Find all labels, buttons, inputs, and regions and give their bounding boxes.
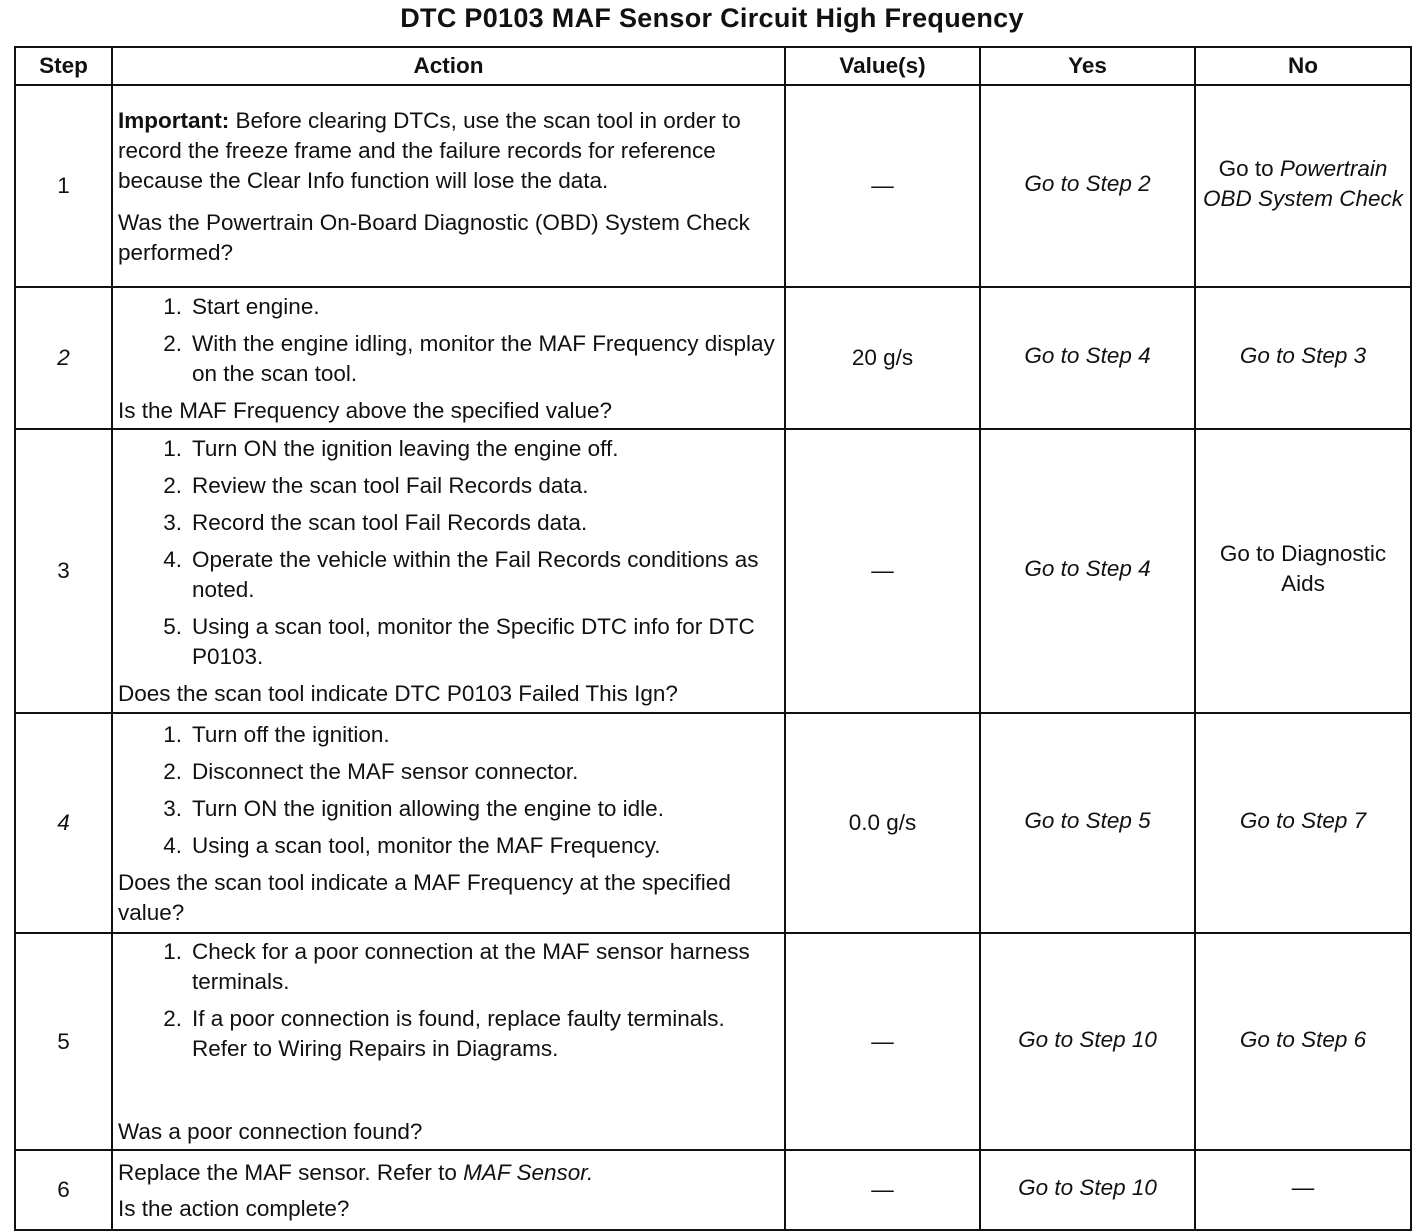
no-cell: Go to Step 3 xyxy=(1195,287,1411,429)
header-values: Value(s) xyxy=(785,47,980,85)
action-step: 3. Turn ON the ignition allowing the engine to idle. xyxy=(163,795,664,821)
table-row xyxy=(15,85,1411,287)
step-number: 2 xyxy=(15,287,112,429)
action-cell xyxy=(112,287,785,429)
yes-cell: Go to Step 10 xyxy=(980,1150,1195,1230)
action-step: 1. Start engine. xyxy=(163,293,320,319)
value-cell: — xyxy=(785,85,980,287)
header-action: Action xyxy=(112,47,785,85)
action-question: Does the scan tool indicate DTC P0103 Failed This Ign? xyxy=(118,681,678,706)
action-cell xyxy=(112,85,785,287)
action-reference: MAF Sensor. xyxy=(463,1159,594,1185)
action-step: 2. With the engine idling, monitor the MAF Frequency display on the scan tool. xyxy=(163,330,775,386)
action-step: 2. If a poor connection is found, replace faulty terminals. Refer to Wiring Repairs in Diagrams. xyxy=(163,1006,725,1061)
action-question: Does the scan tool indicate a MAF Frequency at the specified value? xyxy=(118,869,731,925)
action-steps xyxy=(118,937,780,1064)
action-step: 1. Check for a poor connection at the MAF sensor harness terminals. xyxy=(163,939,750,994)
action-question: Is the MAF Frequency above the specified value? xyxy=(118,397,613,423)
action-question: Was the Powertrain On-Board Diagnostic (OBD) System Check performed? xyxy=(118,209,750,265)
action-steps xyxy=(118,434,780,672)
important-text: Before clearing DTCs, use the scan tool in order to record the freeze frame and the failure records for reference because the Clear Info function will lose the data. xyxy=(118,107,741,193)
action-cell xyxy=(112,429,785,713)
page-title: DTC P0103 MAF Sensor Circuit High Frequency xyxy=(400,3,1024,33)
header-yes: Yes xyxy=(980,47,1195,85)
table-row xyxy=(15,933,1411,1150)
yes-cell: Go to Step 2 xyxy=(980,85,1195,287)
table-row xyxy=(15,429,1411,713)
step-number: 1 xyxy=(15,85,112,287)
important-note xyxy=(118,106,780,196)
step-number: 5 xyxy=(15,933,112,1150)
no-cell: — xyxy=(1195,1150,1411,1230)
yes-cell: Go to Step 4 xyxy=(980,429,1195,713)
yes-cell: Go to Step 5 xyxy=(980,713,1195,933)
action-question: Was a poor connection found? xyxy=(118,1119,423,1144)
no-prefix: Go to xyxy=(1218,156,1280,181)
action-step: 4. Using a scan tool, monitor the MAF Frequency. xyxy=(163,832,661,858)
action-steps xyxy=(118,292,780,389)
header-step: Step xyxy=(15,47,112,85)
action-text: Replace the MAF sensor. Refer to xyxy=(118,1159,464,1185)
table-row xyxy=(15,1150,1411,1230)
value-cell: 0.0 g/s xyxy=(785,713,980,933)
action-step: 1. Turn ON the ignition leaving the engine off. xyxy=(163,436,619,461)
step-number: 6 xyxy=(15,1150,112,1230)
value-cell: — xyxy=(785,933,980,1150)
action-step: 4. Operate the vehicle within the Fail Records conditions as noted. xyxy=(163,547,759,602)
diagnostic-table xyxy=(14,46,1412,1231)
value-cell: — xyxy=(785,1150,980,1230)
yes-cell: Go to Step 10 xyxy=(980,933,1195,1150)
no-cell xyxy=(1195,85,1411,287)
action-question: Is the action complete? xyxy=(118,1195,350,1221)
no-link-text: Powertrain OBD System Check xyxy=(1202,156,1404,211)
value-cell: — xyxy=(785,429,980,713)
action-step: 3. Record the scan tool Fail Records data. xyxy=(163,510,588,535)
important-label: Important: xyxy=(118,107,230,133)
no-cell: Go to Step 6 xyxy=(1195,933,1411,1150)
step-number: 4 xyxy=(15,713,112,933)
table-header-row xyxy=(15,47,1411,85)
value-cell: 20 g/s xyxy=(785,287,980,429)
action-step: 1. Turn off the ignition. xyxy=(163,721,390,747)
step-number: 3 xyxy=(15,429,112,713)
action-cell xyxy=(112,1150,785,1230)
no-cell: Go to Step 7 xyxy=(1195,713,1411,933)
table-row xyxy=(15,713,1411,933)
yes-cell: Go to Step 4 xyxy=(980,287,1195,429)
action-instruction xyxy=(118,1158,780,1188)
header-no: No xyxy=(1195,47,1411,85)
action-steps xyxy=(118,720,780,861)
table-row xyxy=(15,287,1411,429)
action-step: 2. Review the scan tool Fail Records data. xyxy=(163,473,589,498)
no-cell: Go to Diagnostic Aids xyxy=(1195,429,1411,713)
action-step: 5. Using a scan tool, monitor the Specific DTC info for DTC P0103. xyxy=(163,614,755,669)
action-cell xyxy=(112,933,785,1150)
action-step: 2. Disconnect the MAF sensor connector. xyxy=(163,758,579,784)
action-cell xyxy=(112,713,785,933)
